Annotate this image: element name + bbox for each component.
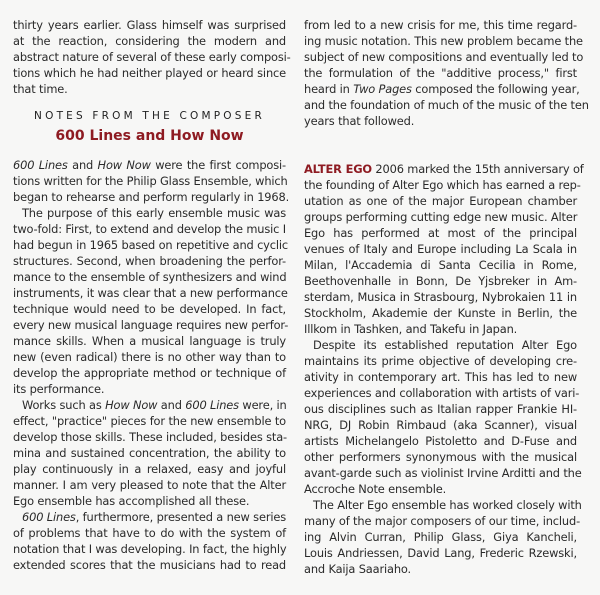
text-line: Despite its established reputation Alter Ego (313, 338, 577, 352)
paragraph-alter-ego (304, 161, 584, 337)
left-column (13, 17, 291, 573)
text-line: play continuously in a relaxed, easy and joyful (13, 462, 286, 476)
text-line: notation that I was developing. In fact, the highly (13, 542, 287, 556)
text-line: of problems that have to do with the system of (13, 526, 286, 540)
text-line: from led to a new crisis for me, this time regard- (304, 18, 577, 32)
work-title: 600 Lines (13, 158, 68, 172)
text-line (13, 509, 286, 525)
text-line: Accroche Note ensemble. (304, 482, 447, 496)
paragraph-notation-problems (13, 509, 286, 573)
intro-paragraph (13, 17, 291, 97)
text-line: tions which he had neither played or heard since (13, 66, 286, 80)
work-title: How Now (97, 158, 151, 172)
right-column (304, 17, 589, 577)
text-line: maintains its prime objective of developing cre- (304, 354, 577, 368)
text-fragment: and (157, 398, 186, 412)
text-line: every new musical language requires new perfor- (13, 318, 289, 332)
text-line: ous disciplines such as Italian rapper Frankie HI- (304, 402, 577, 416)
text-line: many of the major composers of our time, includ- (304, 514, 581, 528)
text-line: subject of new compositions and eventually led to (304, 50, 584, 64)
text-line: the founding of Alter Ego which has earned a rep- (304, 178, 581, 192)
paragraph-practice-pieces (13, 397, 286, 509)
section-title: 600 Lines and How Now (55, 128, 244, 144)
text-line (304, 161, 584, 177)
text-line: utation as one of the major European chamber (304, 194, 577, 208)
text-line: and Kaija Saariaho. (304, 562, 412, 576)
text-line: Beethovenhalle in Bonn, De Yjsbreker in Am- (304, 274, 577, 288)
text-line: mina and sustained concentration, the ability to (13, 446, 286, 460)
text-fragment: composed the following year, (411, 82, 580, 96)
text-line: began to rehearse and perform regularly in 1968. (13, 190, 290, 204)
text-line: The Alter Ego ensemble has worked closely with (313, 498, 582, 512)
text-line: avant-garde such as violinist Irvine Arditti and the (304, 466, 582, 480)
text-line: venues of Italy and Europe including La Scala in (304, 242, 577, 256)
text-line: new (even radical) there is no other way than to (13, 350, 286, 364)
text-line: two-fold: First, to extend and develop the music I (13, 222, 286, 236)
text-line (13, 397, 286, 413)
paragraph-reputation (304, 337, 582, 497)
text-line: had begun in 1965 based on repetitive and cyclic (13, 238, 289, 252)
text-line: ativity in contemporary art. This has led to new (304, 370, 577, 384)
text-fragment: , furthermore, presented a new series (75, 510, 287, 524)
text-line: instruments, it was clear that a new performance (13, 286, 288, 300)
text-line (304, 81, 580, 97)
text-line: develop the appropriate method or technique of (13, 366, 286, 380)
text-line: ing Alvin Curran, Philip Glass, Giya Kancheli, (304, 530, 577, 544)
text-line (13, 157, 286, 173)
text-fragment: 2006 marked the 15th anniversary of (371, 162, 584, 176)
text-line: effect, "practice" pieces for the new ensemble to (13, 414, 286, 428)
text-line: extended scores that the musicians had to read (13, 558, 286, 572)
spacer (304, 145, 577, 161)
paragraph-first-compositions (13, 157, 290, 205)
text-line: Ego has performed at most of the principal (304, 226, 577, 240)
text-line: other performers synonymous with the musical (304, 450, 577, 464)
text-line: Illkom in Tashken, and Takefu in Japan. (304, 322, 518, 336)
text-line: Louis Andriessen, David Lang, Frederic Rzewski, (304, 546, 577, 560)
text-line: sterdam, Musica in Strasbourg, Nybrokaien 11 in (304, 290, 577, 304)
work-title: Two Pages (353, 82, 412, 96)
text-line: experiences and collaboration with artists of vari- (304, 386, 580, 400)
spacer (13, 97, 286, 107)
work-title: How Now (105, 398, 158, 412)
paragraph-purpose (13, 205, 289, 397)
text-fragment: and (67, 158, 98, 172)
text-line: the formulation of the "additive process," first (304, 66, 577, 80)
text-line: manner. I am very pleased to note that the Alter (13, 478, 286, 492)
text-line: develop those skills. These included, besides sta- (13, 430, 288, 444)
work-title: 600 Lines (185, 398, 239, 412)
text-line: The purpose of this early ensemble music was (22, 206, 286, 220)
text-line: Stockholm, Akademie der Kunste in Berlin, the (304, 306, 577, 320)
text-fragment: heard in (304, 82, 354, 96)
text-line: NRG, DJ Robin Rimbaud (aka Scanner), visual (304, 418, 577, 432)
text-line: that time. (13, 82, 68, 96)
text-line: structures. Second, when broadening the perfor- (13, 254, 286, 268)
section-kicker: NOTES FROM THE COMPOSER (34, 110, 265, 122)
text-line: years that followed. (304, 114, 415, 128)
paragraph-composers (304, 497, 582, 577)
ensemble-name-heading: ALTER EGO (304, 162, 372, 176)
text-line: Milan, l'Accademia di Santa Cecilia in Rome, (304, 258, 577, 272)
spacer (13, 147, 286, 157)
text-fragment: were, in (238, 398, 287, 412)
text-fragment: Works such as (22, 398, 106, 412)
text-line: mance to the ensemble of synthesizers and wind (13, 270, 287, 284)
text-line: abstract nature of several of these early composi- (13, 50, 291, 64)
text-line: Ego ensemble has accomplished all these. (13, 494, 250, 508)
text-line: technique would need to be developed. In fact, (13, 302, 286, 316)
paragraph-additive-process (304, 17, 589, 129)
text-line: groups performing cutting edge new music. Alter (304, 210, 578, 224)
text-line: at the reaction, considering the modern and (13, 34, 286, 48)
spacer (304, 129, 577, 145)
text-line: tions written for the Philip Glass Ensemble, which (13, 174, 288, 188)
text-line: its performance. (13, 382, 105, 396)
text-line: mance skills. When a musical language is truly (13, 334, 286, 348)
text-line: ing music notation. This new problem became the (304, 34, 583, 48)
work-title: 600 Lines (22, 510, 76, 524)
text-line: and the foundation of much of the music of the ten (304, 98, 589, 112)
text-line: thirty years earlier. Glass himself was surprised (13, 18, 286, 32)
text-fragment: were the first composi- (150, 158, 287, 172)
text-line: artists Michelangelo Pistoletto and D-Fuse and (304, 434, 577, 448)
